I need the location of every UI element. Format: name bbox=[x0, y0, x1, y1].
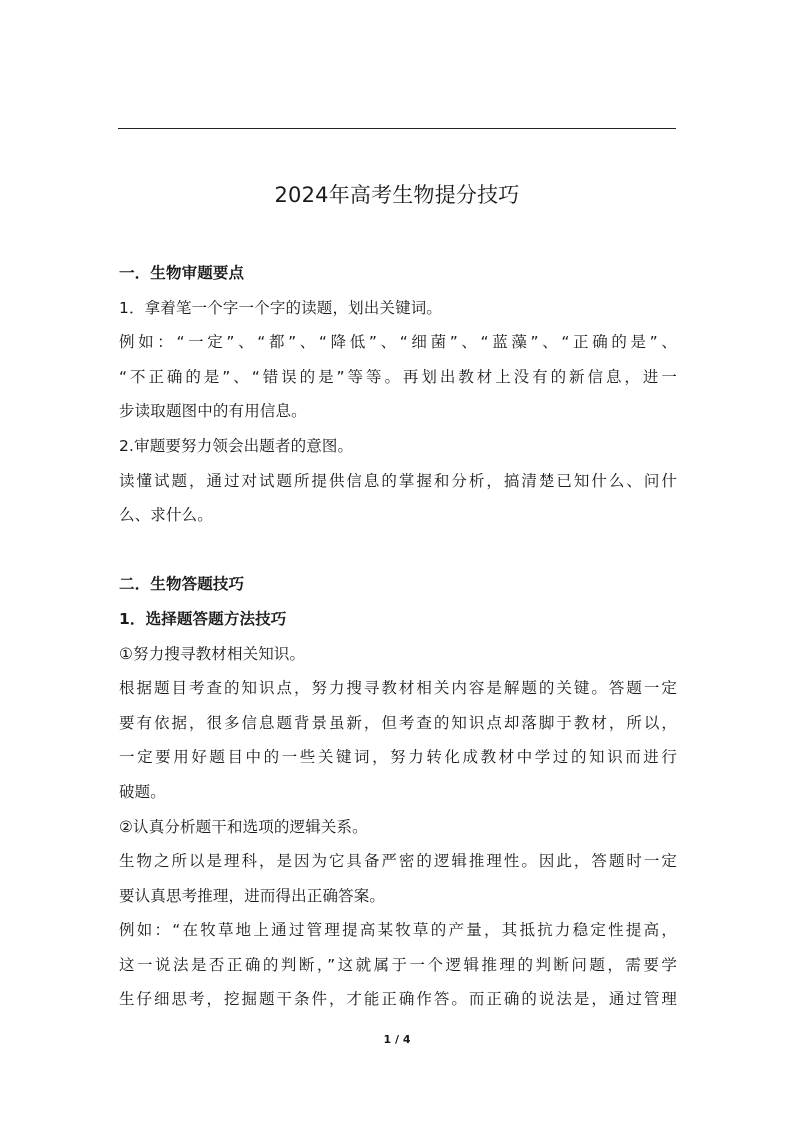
text-line: 要有依据，很多信息题背景虽新，但考查的知识点却落脚于教材，所以， bbox=[119, 713, 677, 732]
text-line: 要认真思考推理，进而得出正确答案。 bbox=[119, 886, 386, 905]
text-line: “不正确的是”、“错误的是”等等。再划出教材上没有的新信息，进一 bbox=[119, 367, 677, 386]
paragraph-gap bbox=[119, 533, 677, 568]
document-body bbox=[119, 256, 677, 1017]
section-heading: 1．选择题答题方法技巧 bbox=[119, 609, 287, 628]
text-line: 例如：“一定”、“都”、“降低”、“细菌”、“蓝藻”、“正确的是”、 bbox=[119, 333, 677, 352]
section-heading: 二．生物答题技巧 bbox=[119, 575, 245, 594]
text-line: 么、求什么。 bbox=[119, 506, 213, 525]
text-line: ①努力搜寻教材相关知识。 bbox=[119, 644, 306, 663]
text-line: 步读取题图中的有用信息。 bbox=[119, 402, 307, 421]
text-line: 一定要用好题目中的一些关键词，努力转化成教材中学过的知识而进行 bbox=[119, 748, 677, 767]
text-line: 破题。 bbox=[119, 782, 166, 801]
text-line: 2.审题要努力领会出题者的意图。 bbox=[119, 436, 354, 455]
page-number: 1 / 4 bbox=[383, 1033, 411, 1046]
section-heading: 一．生物审题要点 bbox=[119, 264, 245, 282]
text-line: 根据题目考查的知识点，努力搜寻教材相关内容是解题的关键。答题一定 bbox=[119, 679, 677, 698]
text-line: ②认真分析题干和选项的逻辑关系。 bbox=[119, 817, 368, 836]
text-line: 例如：“在牧草地上通过管理提高某牧草的产量，其抵抗力稳定性提高， bbox=[119, 921, 677, 940]
text-line: 1．拿着笔一个字一个字的读题，划出关键词。 bbox=[119, 298, 443, 317]
text-line: 这一说法是否正确的判断，”这就属于一个逻辑推理的判断问题，需要学 bbox=[119, 955, 677, 974]
header-rule bbox=[118, 128, 676, 129]
document-title: 2024年高考生物提分技巧 bbox=[274, 183, 520, 207]
text-line: 生仔细思考，挖掘题干条件，才能正确作答。而正确的说法是，通过管理 bbox=[119, 990, 677, 1009]
text-line: 生物之所以是理科，是因为它具备严密的逻辑推理性。因此，答题时一定 bbox=[119, 852, 677, 871]
text-line: 读懂试题，通过对试题所提供信息的掌握和分析，搞清楚已知什么、问什 bbox=[119, 471, 677, 490]
